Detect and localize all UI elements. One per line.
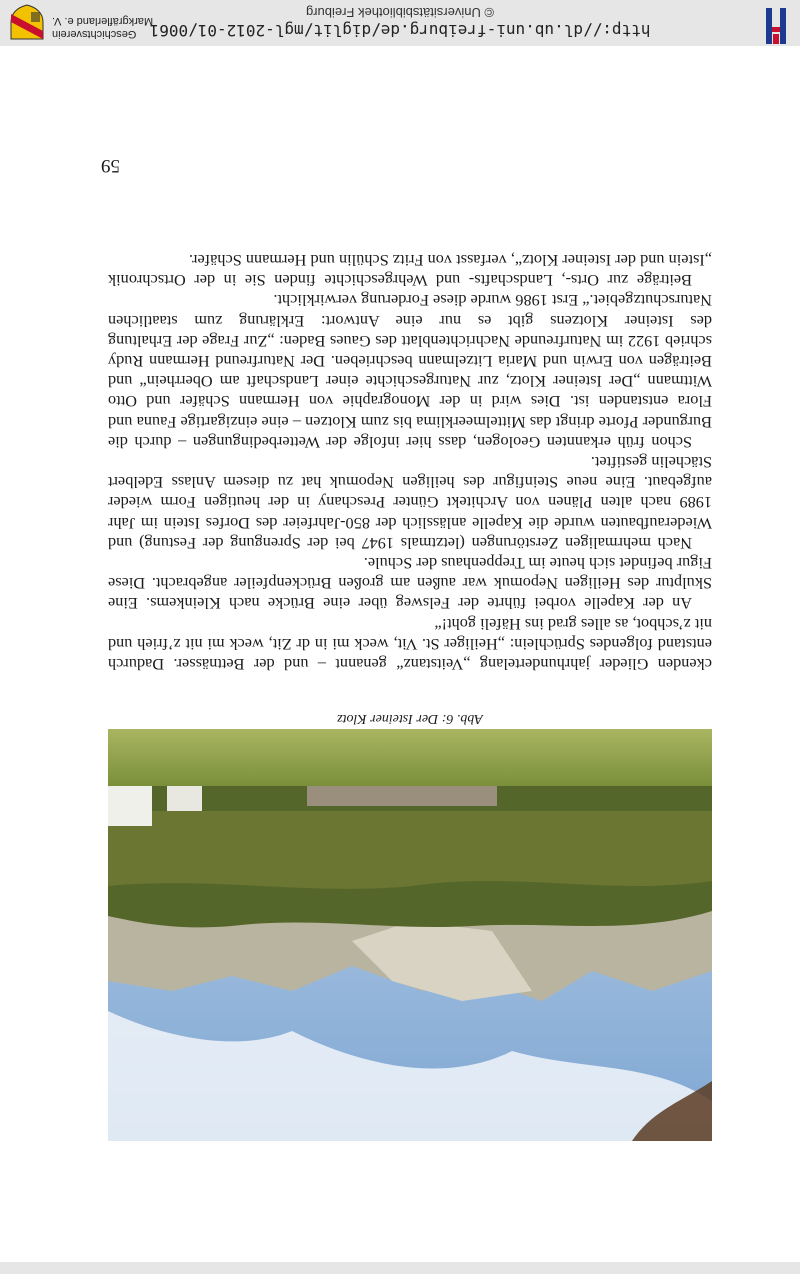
society-name: Geschichtsverein Markgräflerland e. V. <box>52 15 154 40</box>
paragraph: ckenden Glieder jahrhundertelang „Veitstanz“ genannt – und der Bettnässer. Dadurch entstand folgendes Sprüchlein: „Heiliger St. Vit, weck mi in dr Zit, weck mi nit z’frieh und nit z’schbot, as alles grad ins Häfeli goht!“ <box>108 614 712 674</box>
viewer-footer-strip <box>0 1262 800 1274</box>
paragraph: An der Kapelle vorbei führte der Felsweg über eine Brücke nach Kleinkems. Eine Skulptur des Heiligen Nepomuk war außen am großen Brückenpfeiler angebracht. Diese Figur befindet sich heute im Treppenhaus der Schule. <box>108 553 712 614</box>
paragraph: Nach mehrmaligen Zerstörungen (letztmals 1947 bei der Sprengung der Festung) und Wiederaufbauten wurde die Kapelle anlässlich der 850-Jahrfeier des Dorfes Istein im Jahr 1989 nach alten Plänen von Architekt Günter Preschany in der heutigen Form wieder aufgebaut. Eine neue Steinfigur des heiligen Nepomuk hat zu diesem Anlass Edelbert Stächelin gestiftet. <box>108 452 712 553</box>
meadow <box>108 729 712 786</box>
body-text <box>108 250 712 674</box>
paragraph: Schon früh erkannten Geologen, dass hier infolge der Wetterbedingungen – durch die Burgunder Pforte dringt das Mittelmeerklima bis zum Klotzen – eine einzigartige Fauna und Flora entstanden ist. Dies wird in der Monographie von Hermann Schäfer und Otto Wittmann „Der Isteiner Klotz, zur Naturgeschichte einer Landschaft am Oberrhein“ und Beiträgen von Erwin und Maria Litzelmann beschrieben. Der Naturfreund Hermann Rudy schrieb 1922 im Naturfreunde Nachrichtenblatt des Gaues Baden: „Zur Frage der Erhaltung des Isteiner Klotzens gibt es nur eine Antwort: Erklärung zum staatlichen Naturschutzgebiet.“ Erst 1986 wurde diese Forderung verwirklicht. <box>108 291 712 452</box>
viewer-header-bar <box>0 0 800 46</box>
figure-caption: Abb. 6: Der Isteiner Klotz <box>337 711 483 726</box>
document-url[interactable]: http://dl.ub.uni-freiburg.de/diglit/mgl-2012-01/0061 <box>149 21 651 40</box>
isteiner-klotz-photo <box>108 729 712 1141</box>
building <box>108 781 152 826</box>
library-copyright: © Universitätsbibliothek Freiburg <box>305 5 495 20</box>
coat-of-arms-icon <box>8 4 46 42</box>
chapel-terrace <box>307 786 497 806</box>
page-number: 59 <box>101 155 120 176</box>
paragraph: Beiträge zur Orts-, Landschafts- und Wehrgeschichte finden Sie in der Ortschronik „Istein und der Isteiner Klotz“, verfasst von Fritz Schülin und Hermann Schäfer. <box>108 250 712 291</box>
